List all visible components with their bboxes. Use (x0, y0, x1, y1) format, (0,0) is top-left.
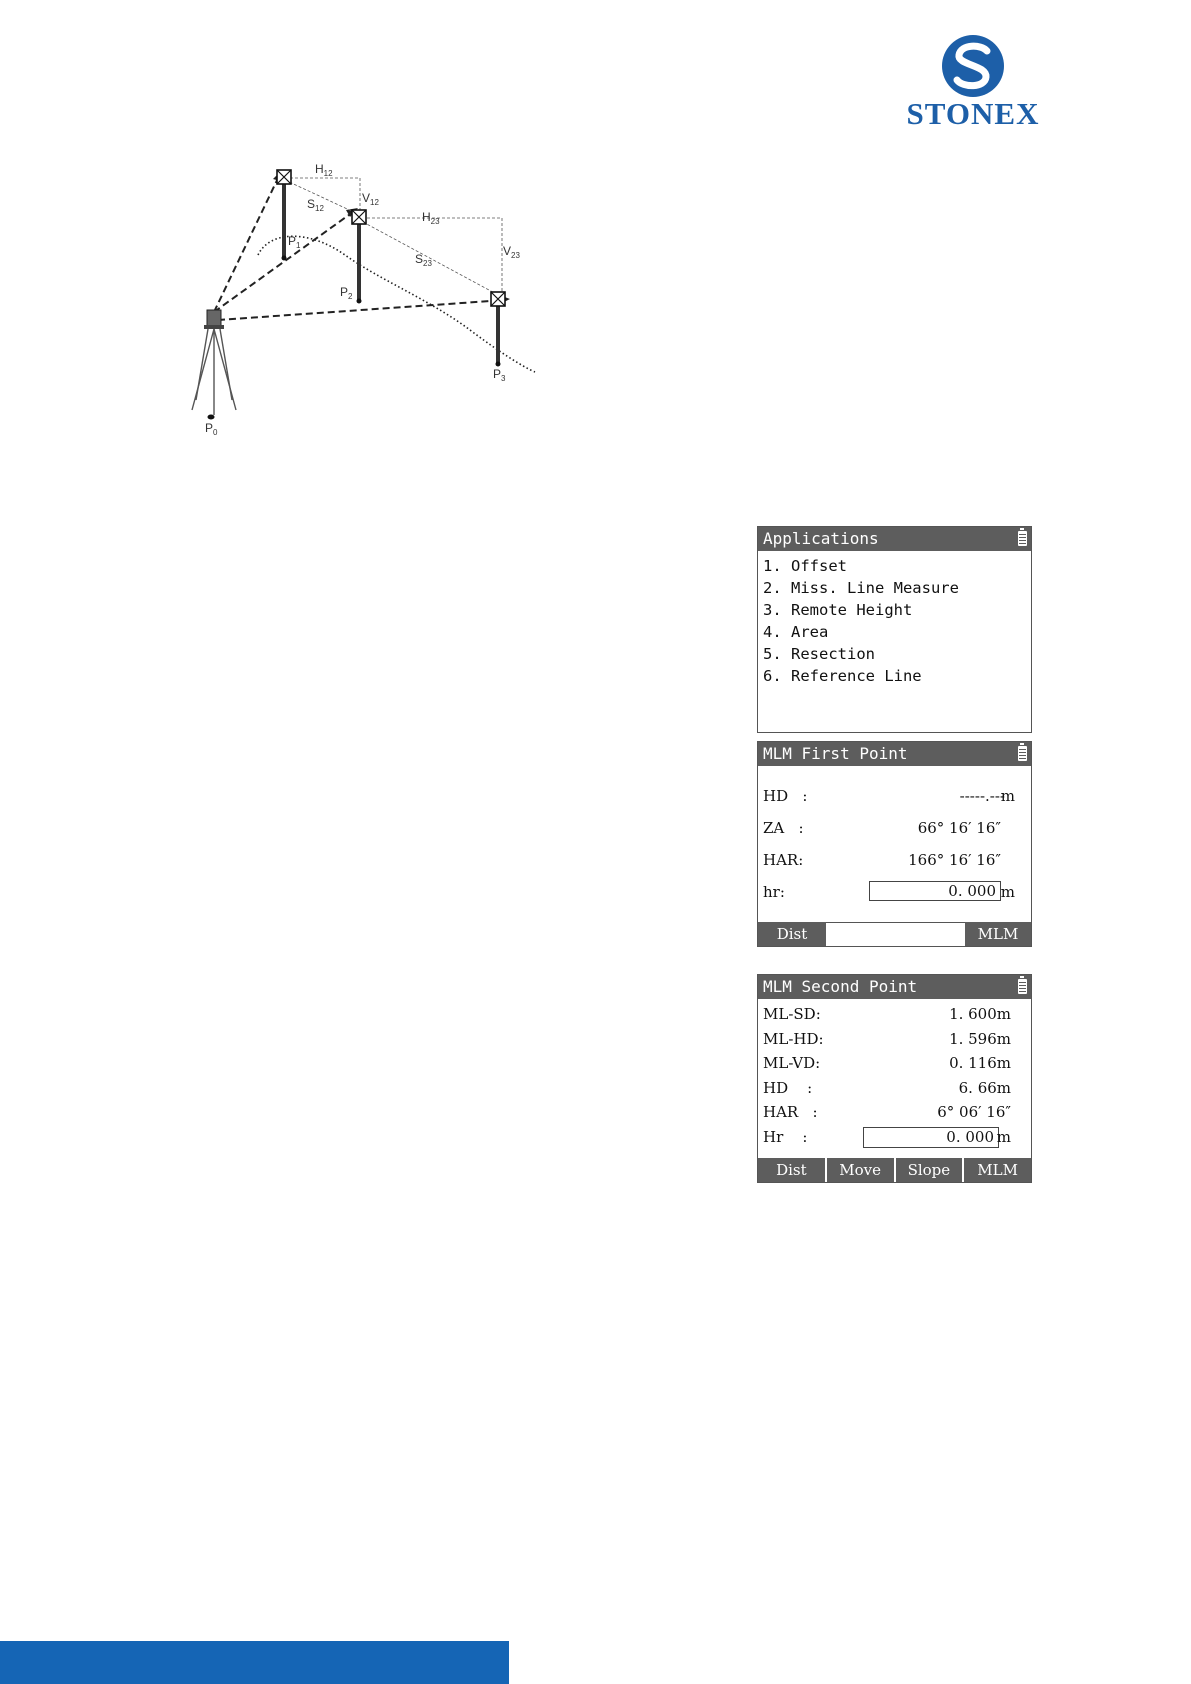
label-p2: $P_2$ (340, 285, 353, 301)
hr-unit: m (996, 1127, 1011, 1146)
screen-title: Applications (763, 529, 879, 548)
ml-hd-label: ML-HD: (763, 1029, 824, 1048)
za-label: ZA : (763, 819, 804, 837)
second-point-title-bar (758, 975, 1031, 999)
mlm-first-point-screen (757, 741, 1032, 947)
har-row (758, 844, 1031, 876)
har-row (758, 1100, 1031, 1125)
battery-icon (1018, 746, 1027, 761)
ml-vd-value: 0. 116m (949, 1054, 1011, 1072)
prism-pole-p2 (352, 210, 366, 304)
menu-item-area[interactable]: 4. Area (763, 623, 829, 641)
label-p3: $P_3$ (493, 367, 506, 383)
label-p1: $P_1$ (288, 234, 301, 250)
ml-hd-value: 1. 596m (949, 1029, 1011, 1048)
hr-label: hr: (763, 883, 785, 901)
har-value: 166° 16′ 16″ (908, 851, 1001, 869)
brand-name: STONEX (906, 96, 1040, 131)
menu-item-miss-line-measure[interactable]: 2. Miss. Line Measure (763, 579, 959, 597)
label-s23: $S_{23}$ (415, 252, 432, 268)
hr-row (758, 876, 1031, 908)
mlm-softkey[interactable]: MLM (964, 1158, 1031, 1182)
har-label: HAR : (763, 1103, 818, 1121)
har-value: 6° 06′ 16″ (937, 1103, 1011, 1121)
screen-title: MLM Second Point (763, 977, 918, 996)
hd-row (758, 780, 1031, 812)
label-v23: $V_{23}$ (503, 244, 520, 260)
first-point-title-bar (758, 742, 1031, 766)
second-point-softkeys (758, 1158, 1031, 1182)
stonex-logo (895, 34, 1051, 134)
stonex-emblem-icon (895, 34, 1051, 98)
har-label: HAR: (763, 851, 804, 869)
menu-item-offset[interactable]: 1. Offset (763, 557, 847, 575)
hr-input[interactable]: 0. 000 (869, 881, 1001, 901)
hr-row (758, 1125, 1031, 1150)
hd-unit: m (1000, 787, 1015, 805)
move-softkey[interactable]: Move (827, 1158, 896, 1182)
footer-bar (0, 1641, 509, 1684)
menu-item-resection[interactable]: 5. Resection (763, 645, 875, 663)
mlm-softkey[interactable]: MLM (965, 922, 1031, 946)
label-p0: $P_0$ (205, 421, 218, 437)
slope-softkey[interactable]: Slope (896, 1158, 965, 1182)
mlm-diagram (170, 160, 550, 450)
first-point-softkeys (758, 922, 1031, 946)
hd-label: HD : (763, 787, 808, 805)
label-s12: $S_{12}$ (307, 197, 324, 213)
ml-vd-row (758, 1051, 1031, 1076)
hd-value: -----.--- (959, 787, 1005, 805)
hd-label: HD : (763, 1078, 813, 1097)
ml-sd-value: 1. 600m (949, 1005, 1011, 1023)
applications-title-bar (758, 527, 1031, 551)
screen-title: MLM First Point (763, 744, 908, 763)
mlm-second-point-screen (757, 974, 1032, 1183)
battery-icon (1018, 979, 1027, 994)
hr-input[interactable]: 0. 000 (863, 1127, 999, 1148)
dist-softkey[interactable]: Dist (758, 922, 826, 946)
ml-vd-label: ML-VD: (763, 1054, 821, 1072)
za-row (758, 812, 1031, 844)
label-v12: $V_{12}$ (362, 191, 379, 207)
total-station-icon (192, 310, 236, 420)
applications-menu (758, 551, 1031, 687)
hr-unit: m (1000, 883, 1015, 901)
label-h23: $H_{23}$ (422, 210, 440, 226)
hr-label: Hr : (763, 1127, 808, 1146)
applications-screen (757, 526, 1032, 733)
hd-row (758, 1076, 1031, 1101)
menu-item-reference-line[interactable]: 6. Reference Line (763, 667, 922, 685)
ml-sd-row (758, 1002, 1031, 1027)
softkey-blank (826, 922, 965, 946)
dist-softkey[interactable]: Dist (758, 1158, 827, 1182)
hd-value: 6. 66m (958, 1078, 1011, 1097)
za-value: 66° 16′ 16″ (917, 819, 1001, 837)
ml-sd-label: ML-SD: (763, 1005, 821, 1023)
ml-hd-row (758, 1027, 1031, 1052)
menu-item-remote-height[interactable]: 3. Remote Height (763, 601, 913, 619)
battery-icon (1018, 531, 1027, 546)
prism-pole-p3 (491, 292, 505, 367)
label-h12: $H_{12}$ (315, 162, 333, 178)
